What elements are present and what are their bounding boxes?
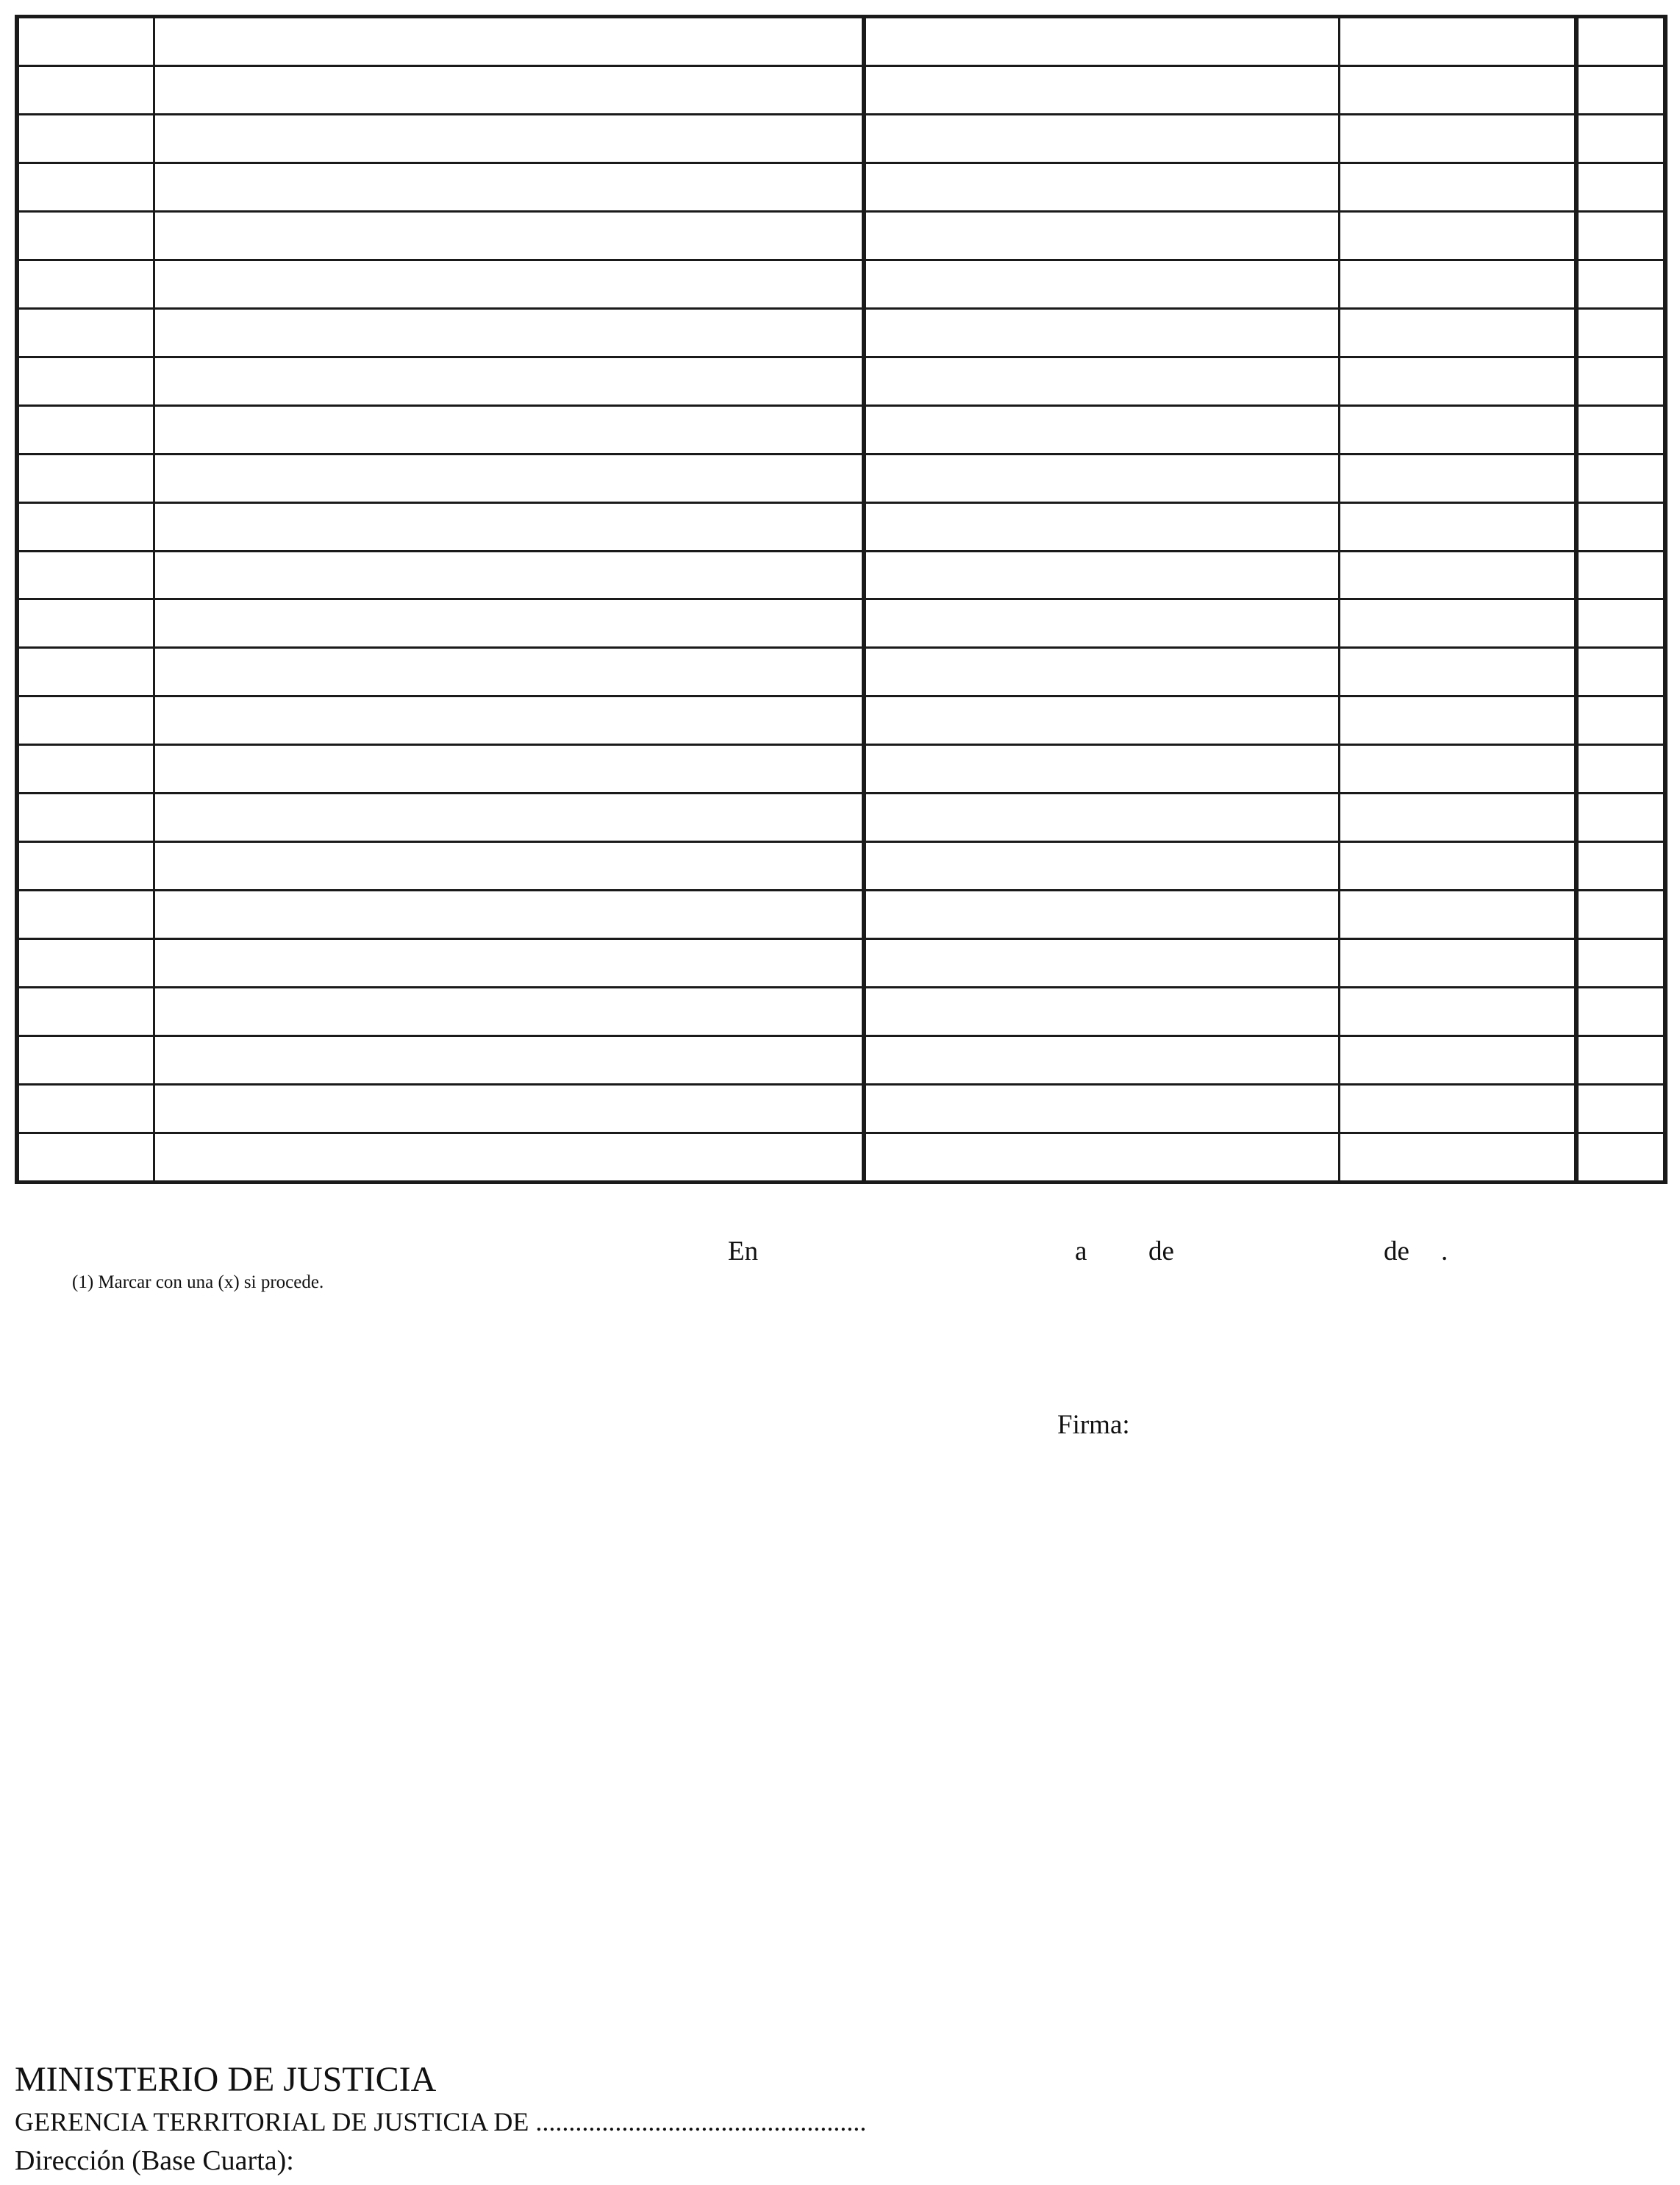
table-cell[interactable] [17,648,154,696]
table-cell[interactable] [1339,1085,1576,1133]
table-cell[interactable] [864,17,1339,66]
table-cell[interactable] [864,794,1339,842]
table-cell[interactable] [1576,599,1665,648]
table-cell[interactable] [864,1036,1339,1085]
table-cell[interactable] [1339,66,1576,115]
table-cell[interactable] [1576,1085,1665,1133]
signature-label: Firma: [1057,1410,1130,1440]
table-cell[interactable] [1339,551,1576,599]
table-cell[interactable] [17,260,154,308]
table-cell[interactable] [1576,891,1665,939]
date-de-word-2: de [1384,1236,1409,1266]
table-cell[interactable] [1339,454,1576,502]
table-row [17,114,1665,163]
table-cell[interactable] [1339,1133,1576,1182]
table-cell[interactable] [1576,939,1665,988]
table-row [17,1085,1665,1133]
table-cell[interactable] [864,211,1339,260]
ministry-title: MINISTERIO DE JUSTICIA [15,2060,437,2099]
table-cell[interactable] [154,66,864,115]
table-cell[interactable] [1339,794,1576,842]
table-cell[interactable] [864,502,1339,551]
table-cell[interactable] [154,502,864,551]
table-cell[interactable] [154,454,864,502]
table-cell[interactable] [154,794,864,842]
table-cell[interactable] [864,842,1339,891]
table-cell[interactable] [17,66,154,115]
table-cell[interactable] [1339,745,1576,794]
table-cell[interactable] [17,551,154,599]
table-cell[interactable] [154,696,864,745]
table-cell[interactable] [1576,696,1665,745]
table-row [17,988,1665,1036]
table-row [17,599,1665,648]
table-cell[interactable] [154,357,864,405]
table-row [17,551,1665,599]
table-cell[interactable] [1576,66,1665,115]
table-cell[interactable] [17,842,154,891]
table-cell[interactable] [1576,308,1665,357]
table-cell[interactable] [1339,696,1576,745]
table-cell[interactable] [154,745,864,794]
table-cell[interactable] [1576,842,1665,891]
place-prefix: En [728,1236,759,1266]
table-cell[interactable] [1339,308,1576,357]
table-cell[interactable] [864,891,1339,939]
table-cell[interactable] [17,745,154,794]
date-de-word-1: de [1148,1236,1174,1266]
footnote: (1) Marcar con una (x) si procede. [72,1272,324,1292]
table-cell[interactable] [1339,211,1576,260]
table-row [17,308,1665,357]
table-cell[interactable] [17,1133,154,1182]
table-cell[interactable] [1339,988,1576,1036]
table-cell[interactable] [1339,405,1576,454]
table-cell[interactable] [1339,891,1576,939]
table-cell[interactable] [1576,648,1665,696]
table-cell[interactable] [1576,1133,1665,1182]
table-cell[interactable] [17,599,154,648]
table-cell[interactable] [17,211,154,260]
table-cell[interactable] [17,988,154,1036]
table-row [17,260,1665,308]
table-row [17,17,1665,66]
table-cell[interactable] [17,1085,154,1133]
table-cell[interactable] [864,454,1339,502]
table-cell[interactable] [1576,745,1665,794]
table-cell[interactable] [154,988,864,1036]
table-cell[interactable] [864,696,1339,745]
table-cell[interactable] [864,745,1339,794]
table-cell[interactable] [864,357,1339,405]
table-cell[interactable] [17,891,154,939]
table-cell[interactable] [17,794,154,842]
table-cell[interactable] [154,163,864,211]
table-row [17,1133,1665,1182]
table-row [17,1036,1665,1085]
table-cell[interactable] [1576,357,1665,405]
table-cell[interactable] [17,454,154,502]
table-cell[interactable] [17,405,154,454]
table-cell[interactable] [1339,842,1576,891]
table-cell[interactable] [17,308,154,357]
table-cell[interactable] [864,599,1339,648]
table-cell[interactable] [154,17,864,66]
table-cell[interactable] [154,211,864,260]
table-cell[interactable] [154,405,864,454]
table-cell[interactable] [154,939,864,988]
table-cell[interactable] [154,260,864,308]
table-cell[interactable] [1339,163,1576,211]
table-cell[interactable] [1339,17,1576,66]
table-row [17,66,1665,115]
table-cell[interactable] [864,405,1339,454]
table-cell[interactable] [17,502,154,551]
table-cell[interactable] [1576,988,1665,1036]
table-cell[interactable] [17,17,154,66]
table-cell[interactable] [864,1085,1339,1133]
date-a-word: a [1075,1236,1087,1266]
table-cell[interactable] [154,1133,864,1182]
table-cell[interactable] [1576,405,1665,454]
table-cell[interactable] [154,308,864,357]
territorial-management-line: GERENCIA TERRITORIAL DE JUSTICIA DE .................................................. [15,2107,867,2136]
table-row [17,842,1665,891]
table-cell[interactable] [1339,1036,1576,1085]
table-cell[interactable] [1576,454,1665,502]
table-cell[interactable] [1576,211,1665,260]
address-label: Dirección (Base Cuarta): [15,2145,294,2176]
table-cell[interactable] [864,308,1339,357]
table-row [17,357,1665,405]
table-row [17,696,1665,745]
table-row [17,648,1665,696]
table-cell[interactable] [17,357,154,405]
table-row [17,794,1665,842]
table-cell[interactable] [864,939,1339,988]
table-row [17,211,1665,260]
table-cell[interactable] [864,988,1339,1036]
table-row [17,163,1665,211]
table-cell[interactable] [154,599,864,648]
table-cell[interactable] [1339,599,1576,648]
table-row [17,454,1665,502]
table-cell[interactable] [864,260,1339,308]
table-cell[interactable] [1576,502,1665,551]
table-cell[interactable] [154,891,864,939]
table-cell[interactable] [154,842,864,891]
table-cell[interactable] [154,551,864,599]
blank-form-table [15,15,1668,1184]
table-cell[interactable] [1339,939,1576,988]
table-cell[interactable] [864,1133,1339,1182]
table-row [17,502,1665,551]
table-cell[interactable] [1339,648,1576,696]
table-cell[interactable] [1576,114,1665,163]
table-cell[interactable] [17,696,154,745]
table-cell[interactable] [154,114,864,163]
table-cell[interactable] [17,163,154,211]
table-cell[interactable] [1576,163,1665,211]
table-cell[interactable] [1576,260,1665,308]
table-cell[interactable] [17,1036,154,1085]
table-cell[interactable] [1576,794,1665,842]
table-cell[interactable] [1576,1036,1665,1085]
table-cell[interactable] [864,66,1339,115]
table-cell[interactable] [154,1085,864,1133]
table-cell[interactable] [864,551,1339,599]
table-cell[interactable] [154,648,864,696]
table-cell[interactable] [1339,260,1576,308]
table-cell[interactable] [1339,502,1576,551]
table-cell[interactable] [17,114,154,163]
table-cell[interactable] [1339,114,1576,163]
table-row [17,405,1665,454]
date-period: . [1441,1236,1448,1266]
table-row [17,939,1665,988]
table-cell[interactable] [1576,551,1665,599]
table-cell[interactable] [864,648,1339,696]
table-cell[interactable] [154,1036,864,1085]
table-row [17,891,1665,939]
table-cell[interactable] [864,114,1339,163]
table-cell[interactable] [1576,17,1665,66]
table-cell[interactable] [17,939,154,988]
table-cell[interactable] [1339,357,1576,405]
table-cell[interactable] [864,163,1339,211]
table-row [17,745,1665,794]
